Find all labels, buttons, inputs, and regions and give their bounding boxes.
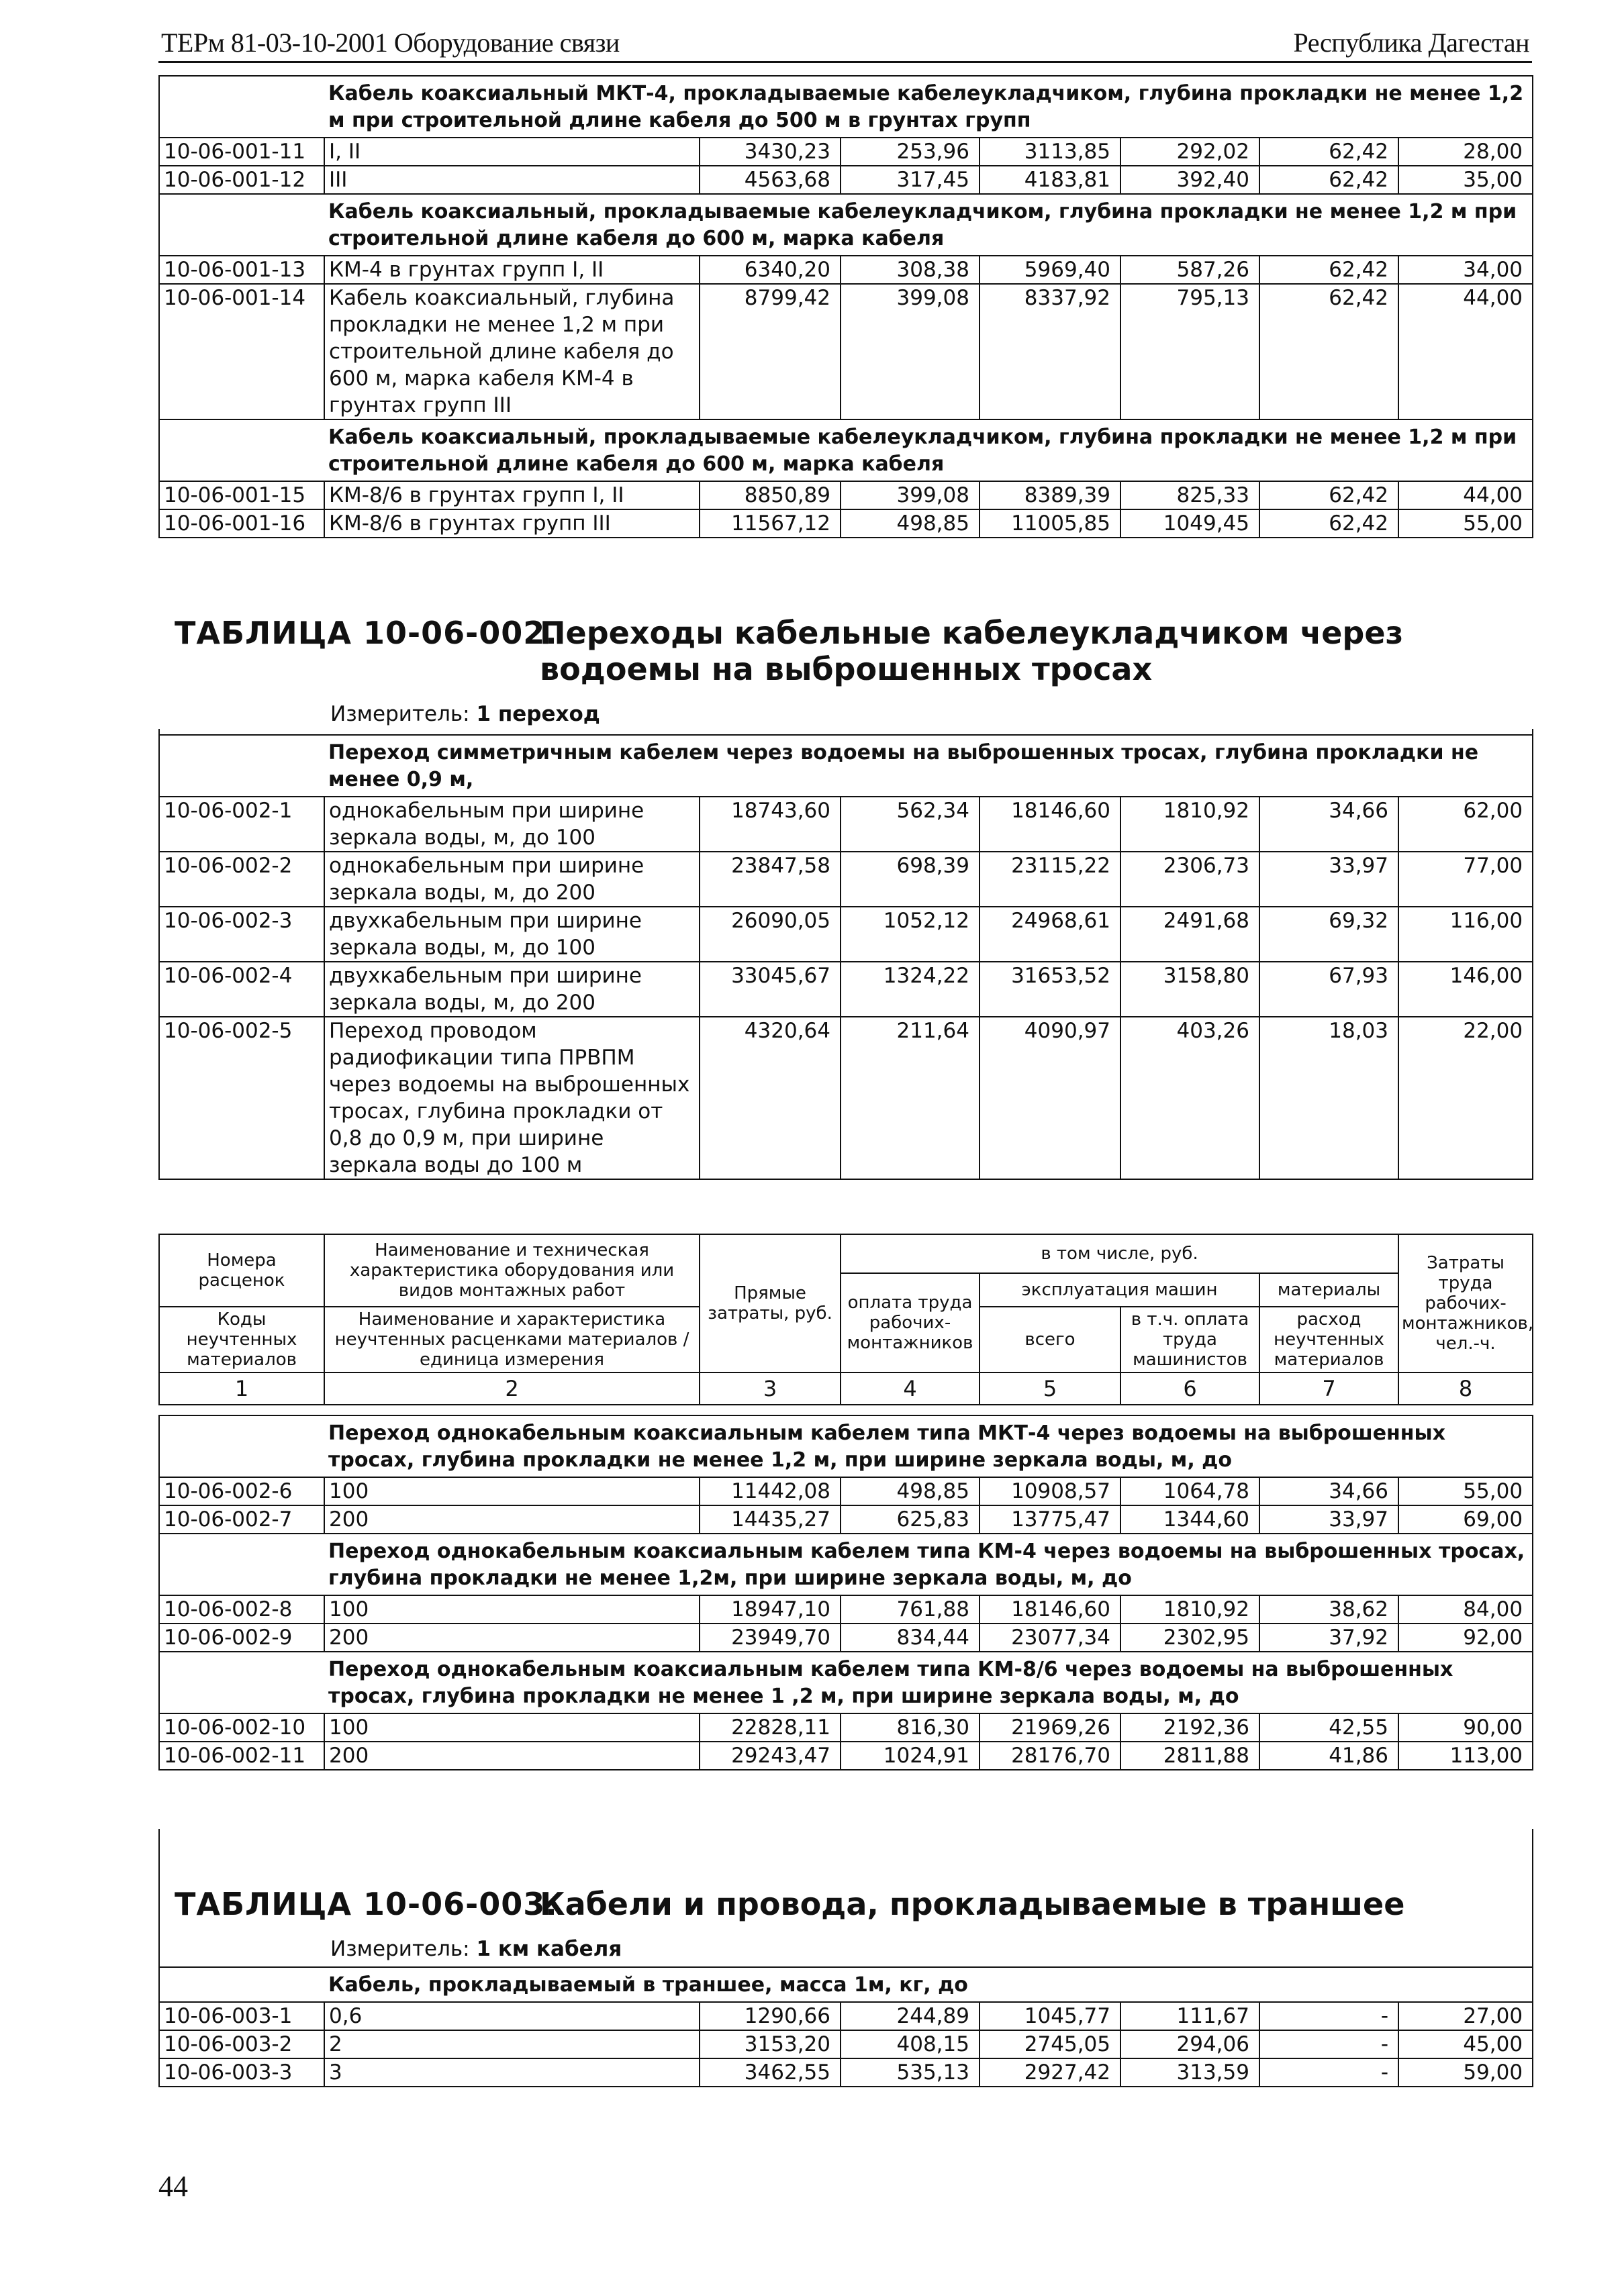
rate-name-cell: I, II [324, 138, 700, 166]
wages-cell: 1324,22 [841, 962, 980, 1017]
machines-total-cell: 23115,22 [980, 852, 1120, 907]
direct-costs-cell: 3430,23 [700, 138, 841, 166]
direct-costs-cell: 1290,66 [700, 2002, 841, 2030]
header-direct-costs: Прямые затраты, руб. [700, 1234, 841, 1372]
column-number: 2 [324, 1372, 700, 1405]
direct-costs-cell: 6340,20 [700, 256, 841, 284]
materials-cell: 69,32 [1259, 907, 1398, 962]
rate-code-cell: 10-06-002-4 [159, 962, 324, 1017]
group-header-row [159, 1967, 1533, 2002]
machines-total-cell: 5969,40 [980, 256, 1120, 284]
labor-costs-cell: 84,00 [1398, 1595, 1533, 1624]
materials-cell: 18,03 [1259, 1017, 1398, 1179]
direct-costs-cell: 18743,60 [700, 797, 841, 852]
header-rule [158, 61, 1532, 63]
header-rate-numbers: Номера расценок [159, 1234, 324, 1307]
machines-total-cell: 10908,57 [980, 1477, 1120, 1505]
table-003-caption: Кабели и провода, прокладываемые в траншее [540, 1886, 1405, 1922]
group-header-row [159, 76, 1533, 138]
table-row [159, 481, 1533, 509]
machinist-wages-cell: 292,02 [1120, 138, 1259, 166]
rate-name-cell: 0,6 [324, 2002, 700, 2030]
table-row [159, 284, 1533, 419]
table-003-measure [330, 1937, 622, 1961]
machines-total-cell: 31653,52 [980, 962, 1120, 1017]
measure-value: 1 км кабеля [476, 1937, 622, 1961]
labor-costs-cell: 77,00 [1398, 852, 1533, 907]
header-work-name: Наименование и техническая характеристика оборудования или видов монтажных работ [324, 1234, 700, 1307]
wages-cell: 244,89 [841, 2002, 980, 2030]
header-machines: эксплуатация машин [980, 1273, 1259, 1307]
page-header [158, 15, 1532, 63]
rate-name-cell: 200 [324, 1742, 700, 1770]
machinist-wages-cell: 825,33 [1120, 481, 1259, 509]
rate-name-cell: однокабельным при ширине зеркала воды, м, до 100 [324, 797, 700, 852]
wages-cell: 399,08 [841, 284, 980, 419]
group-header-row [159, 1652, 1533, 1713]
materials-cell: 33,97 [1259, 1505, 1398, 1534]
rate-name-cell: 100 [324, 1713, 700, 1742]
materials-cell: 38,62 [1259, 1595, 1398, 1624]
table-row [159, 1595, 1533, 1624]
region-name: Республика Дагестан [1293, 28, 1529, 58]
machinist-wages-cell: 2192,36 [1120, 1713, 1259, 1742]
machinist-wages-cell: 1064,78 [1120, 1477, 1259, 1505]
direct-costs-cell: 18947,10 [700, 1595, 841, 1624]
rate-name-cell: 200 [324, 1624, 700, 1652]
wages-cell: 535,13 [841, 2058, 980, 2087]
table-row [159, 1713, 1533, 1742]
direct-costs-cell: 26090,05 [700, 907, 841, 962]
machines-total-cell: 11005,85 [980, 509, 1120, 538]
rate-name-cell: КМ-8/6 в грунтах групп III [324, 509, 700, 538]
table-row [159, 1624, 1533, 1652]
wages-cell: 317,45 [841, 166, 980, 194]
labor-costs-cell: 69,00 [1398, 1505, 1533, 1534]
rate-code-cell: 10-06-002-1 [159, 797, 324, 852]
direct-costs-cell: 8850,89 [700, 481, 841, 509]
labor-costs-cell: 113,00 [1398, 1742, 1533, 1770]
measure-label: Измеритель: [330, 702, 470, 726]
header-material-names: Наименование и характеристика неучтенных расценками материалов / единица измерения [324, 1307, 700, 1372]
machinist-wages-cell: 3158,80 [1120, 962, 1259, 1017]
table-002-measure [330, 702, 600, 726]
table-row [159, 2058, 1533, 2087]
group-title: Переход однокабельным коаксиальным кабелем типа КМ-4 через водоемы на выброшенных тросах, глубина прокладки не менее 1,2м, при ширине зеркала воды, м, до [324, 1534, 1533, 1595]
labor-costs-cell: 116,00 [1398, 907, 1533, 962]
machines-total-cell: 8337,92 [980, 284, 1120, 419]
table-row [159, 1477, 1533, 1505]
rate-code-cell: 10-06-002-10 [159, 1713, 324, 1742]
direct-costs-cell: 23949,70 [700, 1624, 841, 1652]
table-10-06-002-part1 [158, 734, 1533, 1180]
materials-cell: - [1259, 2030, 1398, 2058]
rate-code-cell: 10-06-003-1 [159, 2002, 324, 2030]
machinist-wages-cell: 1344,60 [1120, 1505, 1259, 1534]
labor-costs-cell: 62,00 [1398, 797, 1533, 852]
column-number: 5 [980, 1372, 1120, 1405]
rate-name-cell: двухкабельным при ширине зеркала воды, м, до 200 [324, 962, 700, 1017]
machinist-wages-cell: 1049,45 [1120, 509, 1259, 538]
wages-cell: 698,39 [841, 852, 980, 907]
labor-costs-cell: 35,00 [1398, 166, 1533, 194]
machinist-wages-cell: 313,59 [1120, 2058, 1259, 2087]
column-header [158, 1234, 1533, 1405]
rate-code-cell: 10-06-001-14 [159, 284, 324, 419]
direct-costs-cell: 22828,11 [700, 1713, 841, 1742]
machinist-wages-cell: 392,40 [1120, 166, 1259, 194]
rate-code-cell: 10-06-001-15 [159, 481, 324, 509]
header-materials: материалы [1259, 1273, 1398, 1307]
group-header-spacer [159, 1967, 324, 2002]
header-unaccounted-materials: расход неучтенных материалов [1259, 1307, 1398, 1372]
rate-name-cell: КМ-8/6 в грунтах групп I, II [324, 481, 700, 509]
materials-cell: 62,42 [1259, 256, 1398, 284]
materials-cell: - [1259, 2002, 1398, 2030]
wages-cell: 1024,91 [841, 1742, 980, 1770]
table-002-label: ТАБЛИЦА 10-06-002. [175, 615, 558, 651]
machines-total-cell: 4090,97 [980, 1017, 1120, 1179]
page-number: 44 [158, 2170, 188, 2203]
rate-name-cell: 100 [324, 1595, 700, 1624]
table-row [159, 509, 1533, 538]
machinist-wages-cell: 2491,68 [1120, 907, 1259, 962]
labor-costs-cell: 59,00 [1398, 2058, 1533, 2087]
materials-cell: 34,66 [1259, 797, 1398, 852]
direct-costs-cell: 4320,64 [700, 1017, 841, 1179]
table-body [159, 1415, 1533, 1770]
group-header-row [159, 1415, 1533, 1477]
header-labor-costs: Затраты труда рабочих-монтажников, чел.-ч. [1398, 1234, 1533, 1372]
group-title: Переход однокабельным коаксиальным кабелем типа КМ-8/6 через водоемы на выброшенных тросах, глубина прокладки не менее 1 ,2 м, при ширине зеркала воды, м, до [324, 1652, 1533, 1713]
direct-costs-cell: 11567,12 [700, 509, 841, 538]
table-row [159, 962, 1533, 1017]
group-title: Переход однокабельным коаксиальным кабелем типа МКТ-4 через водоемы на выброшенных тросах, глубина прокладки не менее 1,2 м, при ширине зеркала воды, м, до [324, 1415, 1533, 1477]
machinist-wages-cell: 795,13 [1120, 284, 1259, 419]
rate-name-cell: 3 [324, 2058, 700, 2087]
group-title: Переход симметричным кабелем через водоемы на выброшенных тросах, глубина прокладки не менее 0,9 м, [324, 735, 1533, 797]
table-row [159, 138, 1533, 166]
group-header-spacer [159, 1652, 324, 1713]
machines-total-cell: 2745,05 [980, 2030, 1120, 2058]
group-title: Кабель, прокладываемый в траншее, масса 1м, кг, до [324, 1967, 1533, 2002]
labor-costs-cell: 92,00 [1398, 1624, 1533, 1652]
wages-cell: 408,15 [841, 2030, 980, 2058]
materials-cell: 62,42 [1259, 509, 1398, 538]
materials-cell: 37,92 [1259, 1624, 1398, 1652]
materials-cell: 42,55 [1259, 1713, 1398, 1742]
wages-cell: 498,85 [841, 509, 980, 538]
labor-costs-cell: 90,00 [1398, 1713, 1533, 1742]
rate-code-cell: 10-06-001-13 [159, 256, 324, 284]
column-number: 4 [841, 1372, 980, 1405]
group-title: Кабель коаксиальный МКТ-4, прокладываемые кабелеукладчиком, глубина прокладки не менее 1,2 м при строительной длине кабеля до 500 м в грунтах групп [324, 76, 1533, 138]
measure-value: 1 переход [476, 702, 600, 726]
rate-code-cell: 10-06-002-7 [159, 1505, 324, 1534]
direct-costs-cell: 4563,68 [700, 166, 841, 194]
labor-costs-cell: 27,00 [1398, 2002, 1533, 2030]
group-header-spacer [159, 735, 324, 797]
rate-code-cell: 10-06-002-2 [159, 852, 324, 907]
rate-code-cell: 10-06-002-3 [159, 907, 324, 962]
direct-costs-cell: 3462,55 [700, 2058, 841, 2087]
labor-costs-cell: 55,00 [1398, 509, 1533, 538]
group-title: Кабель коаксиальный, прокладываемые кабелеукладчиком, глубина прокладки не менее 1,2 м при строительной длине кабеля до 600 м, марка кабеля [324, 194, 1533, 256]
labor-costs-cell: 44,00 [1398, 284, 1533, 419]
machinist-wages-cell: 2302,95 [1120, 1624, 1259, 1652]
table-10-06-001 [158, 75, 1533, 538]
group-title: Кабель коаксиальный, прокладываемые кабелеукладчиком, глубина прокладки не менее 1,2 м при строительной длине кабеля до 600 м, марка кабеля [324, 419, 1533, 481]
table-body [159, 76, 1533, 538]
table-row [159, 797, 1533, 852]
wages-cell: 399,08 [841, 481, 980, 509]
labor-costs-cell: 22,00 [1398, 1017, 1533, 1179]
table-10-06-002-part2 [158, 1415, 1533, 1770]
direct-costs-cell: 8799,42 [700, 284, 841, 419]
rate-name-cell: 200 [324, 1505, 700, 1534]
direct-costs-cell: 14435,27 [700, 1505, 841, 1534]
materials-cell: - [1259, 2058, 1398, 2087]
group-header-row [159, 1534, 1533, 1595]
table-row [159, 852, 1533, 907]
direct-costs-cell: 29243,47 [700, 1742, 841, 1770]
direct-costs-cell: 33045,67 [700, 962, 841, 1017]
rate-name-cell: двухкабельным при ширине зеркала воды, м, до 100 [324, 907, 700, 962]
table-003-title [175, 1886, 1405, 1922]
column-number: 6 [1120, 1372, 1259, 1405]
rate-code-cell: 10-06-002-9 [159, 1624, 324, 1652]
labor-costs-cell: 146,00 [1398, 962, 1533, 1017]
machines-total-cell: 2927,42 [980, 2058, 1120, 2087]
wages-cell: 211,64 [841, 1017, 980, 1179]
rate-name-cell: 2 [324, 2030, 700, 2058]
header-material-codes: Коды неучтенных материалов [159, 1307, 324, 1372]
machines-total-cell: 18146,60 [980, 1595, 1120, 1624]
table-row [159, 166, 1533, 194]
materials-cell: 34,66 [1259, 1477, 1398, 1505]
group-header-spacer [159, 76, 324, 138]
labor-costs-cell: 45,00 [1398, 2030, 1533, 2058]
rate-name-cell: однокабельным при ширине зеркала воды, м, до 200 [324, 852, 700, 907]
document-code: ТЕРм 81-03-10-2001 Оборудование связи [161, 28, 620, 58]
group-header-spacer [159, 1534, 324, 1595]
wages-cell: 498,85 [841, 1477, 980, 1505]
rate-code-cell: 10-06-002-11 [159, 1742, 324, 1770]
labor-costs-cell: 34,00 [1398, 256, 1533, 284]
table-row [159, 1505, 1533, 1534]
machinist-wages-cell: 1810,92 [1120, 797, 1259, 852]
table-002-caption: Переходы кабельные кабелеукладчиком через водоемы на выброшенных тросах [540, 615, 1404, 687]
materials-cell: 67,93 [1259, 962, 1398, 1017]
materials-cell: 62,42 [1259, 284, 1398, 419]
table-body [159, 1967, 1533, 2087]
machines-total-cell: 28176,70 [980, 1742, 1120, 1770]
group-header-row [159, 419, 1533, 481]
rate-code-cell: 10-06-002-5 [159, 1017, 324, 1179]
wages-cell: 1052,12 [841, 907, 980, 962]
table-row [159, 1017, 1533, 1179]
rate-name-cell: Переход проводом радиофикации типа ПРВПМ через водоемы на выброшенных тросах, глубина прокладки от 0,8 до 0,9 м, при ширине зеркала воды до 100 м [324, 1017, 700, 1179]
direct-costs-cell: 23847,58 [700, 852, 841, 907]
group-header-spacer [159, 1415, 324, 1477]
table-row [159, 907, 1533, 962]
measure-label: Измеритель: [330, 1937, 470, 1961]
labor-costs-cell: 44,00 [1398, 481, 1533, 509]
column-number: 3 [700, 1372, 841, 1405]
table-10-06-003 [158, 1966, 1533, 2087]
machinist-wages-cell: 294,06 [1120, 2030, 1259, 2058]
materials-cell: 33,97 [1259, 852, 1398, 907]
machines-total-cell: 23077,34 [980, 1624, 1120, 1652]
table-003-label: ТАБЛИЦА 10-06-003. [175, 1886, 558, 1922]
materials-cell: 41,86 [1259, 1742, 1398, 1770]
machines-total-cell: 13775,47 [980, 1505, 1120, 1534]
table-002-title [175, 615, 1404, 687]
rate-code-cell: 10-06-001-16 [159, 509, 324, 538]
table-row [159, 2030, 1533, 2058]
wages-cell: 834,44 [841, 1624, 980, 1652]
machinist-wages-cell: 587,26 [1120, 256, 1259, 284]
machinist-wages-cell: 2306,73 [1120, 852, 1259, 907]
materials-cell: 62,42 [1259, 481, 1398, 509]
machines-total-cell: 4183,81 [980, 166, 1120, 194]
header-machines-total: всего [980, 1307, 1120, 1372]
header-machinist-wages: в т.ч. оплата труда машинистов [1120, 1307, 1259, 1372]
materials-cell: 62,42 [1259, 138, 1398, 166]
column-number: 7 [1259, 1372, 1398, 1405]
machines-total-cell: 21969,26 [980, 1713, 1120, 1742]
column-number: 8 [1398, 1372, 1533, 1405]
rate-name-cell: Кабель коаксиальный, глубина прокладки не менее 1,2 м при строительной длине кабеля до 600 м, марка кабеля КМ-4 в грунтах групп III [324, 284, 700, 419]
machines-total-cell: 24968,61 [980, 907, 1120, 962]
materials-cell: 62,42 [1259, 166, 1398, 194]
rate-code-cell: 10-06-003-2 [159, 2030, 324, 2058]
wages-cell: 562,34 [841, 797, 980, 852]
machinist-wages-cell: 1810,92 [1120, 1595, 1259, 1624]
table-row [159, 256, 1533, 284]
rate-code-cell: 10-06-001-11 [159, 138, 324, 166]
labor-costs-cell: 55,00 [1398, 1477, 1533, 1505]
group-header-spacer [159, 194, 324, 256]
wages-cell: 625,83 [841, 1505, 980, 1534]
machines-total-cell: 3113,85 [980, 138, 1120, 166]
table-body [159, 735, 1533, 1179]
rate-name-cell: 100 [324, 1477, 700, 1505]
header-wages: оплата труда рабочих-монтажников [841, 1273, 980, 1372]
rate-code-cell: 10-06-003-3 [159, 2058, 324, 2087]
rate-name-cell: КМ-4 в грунтах групп I, II [324, 256, 700, 284]
machines-total-cell: 8389,39 [980, 481, 1120, 509]
wages-cell: 816,30 [841, 1713, 980, 1742]
rate-name-cell: III [324, 166, 700, 194]
rate-code-cell: 10-06-002-8 [159, 1595, 324, 1624]
rate-code-cell: 10-06-002-6 [159, 1477, 324, 1505]
group-header-row [159, 194, 1533, 256]
rate-code-cell: 10-06-001-12 [159, 166, 324, 194]
machines-total-cell: 1045,77 [980, 2002, 1120, 2030]
direct-costs-cell: 3153,20 [700, 2030, 841, 2058]
table-row [159, 1742, 1533, 1770]
group-header-spacer [159, 419, 324, 481]
table-row [159, 2002, 1533, 2030]
wages-cell: 308,38 [841, 256, 980, 284]
group-header-row [159, 735, 1533, 797]
machinist-wages-cell: 2811,88 [1120, 1742, 1259, 1770]
wages-cell: 253,96 [841, 138, 980, 166]
column-number: 1 [159, 1372, 324, 1405]
machinist-wages-cell: 111,67 [1120, 2002, 1259, 2030]
labor-costs-cell: 28,00 [1398, 138, 1533, 166]
machinist-wages-cell: 403,26 [1120, 1017, 1259, 1179]
direct-costs-cell: 11442,08 [700, 1477, 841, 1505]
wages-cell: 761,88 [841, 1595, 980, 1624]
header-including: в том числе, руб. [841, 1234, 1398, 1273]
machines-total-cell: 18146,60 [980, 797, 1120, 852]
